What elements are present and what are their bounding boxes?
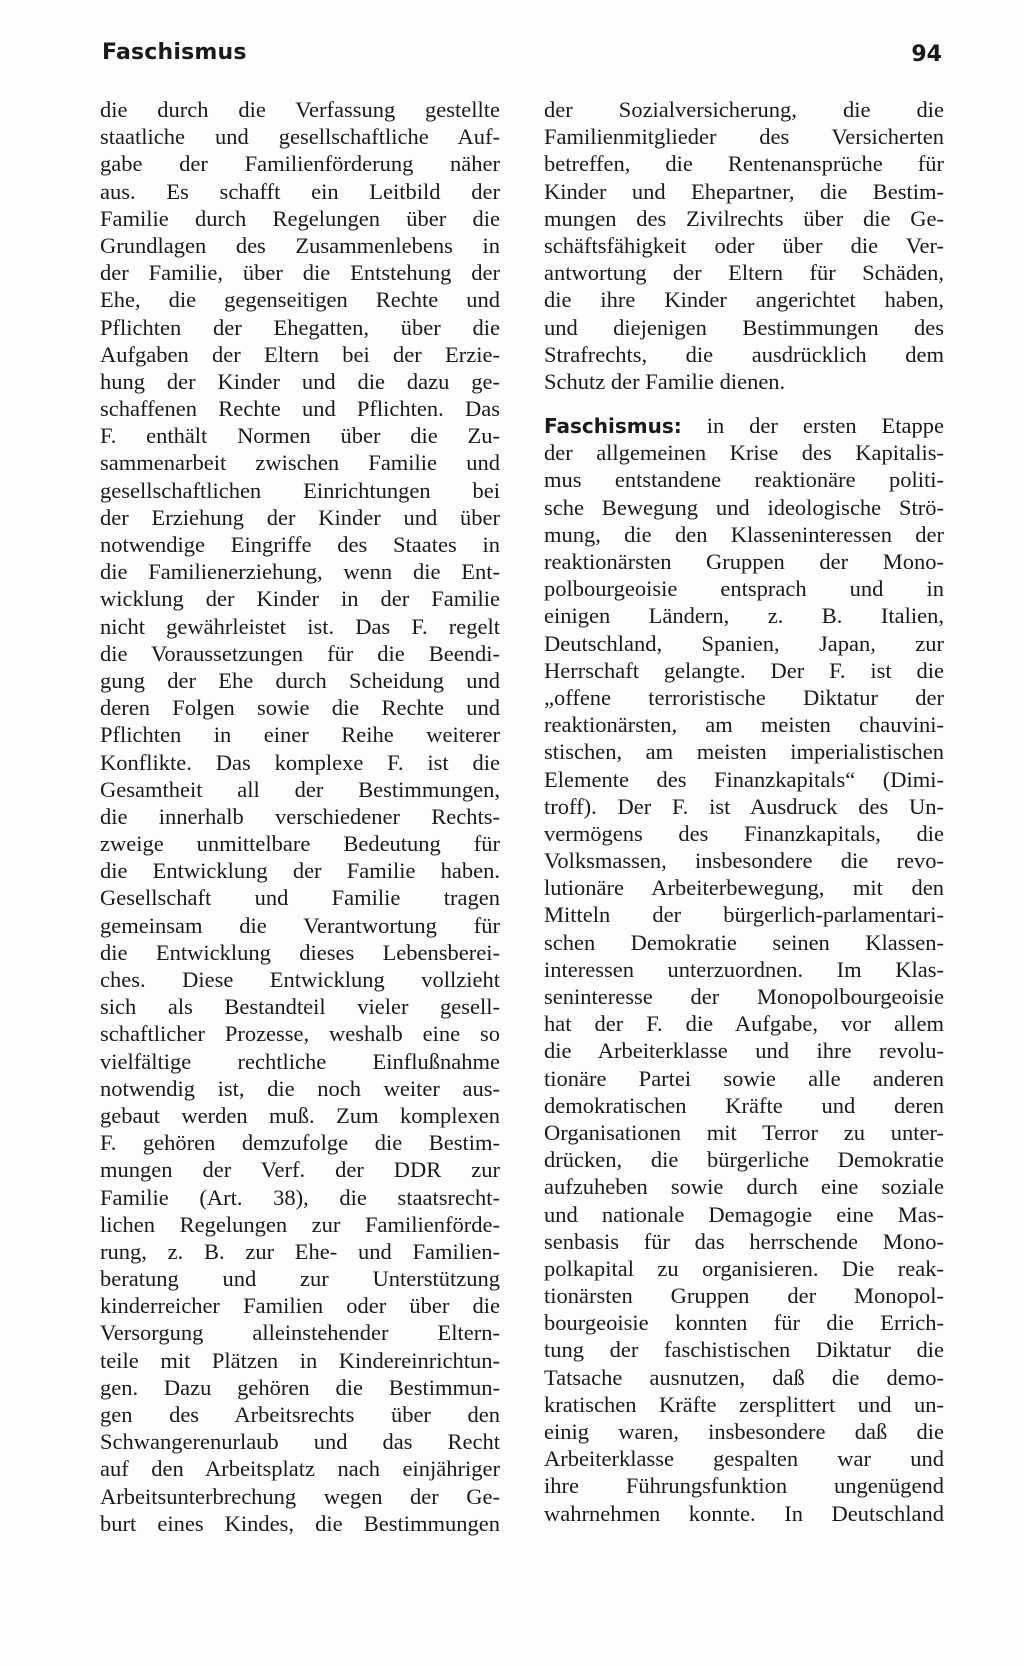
text-line: kinderreicher Familien oder über die [100,1293,500,1319]
text-line: gabe der Familienförderung näher [100,151,500,177]
text-line: seninteresse der Monopolbourgeoisie [544,984,944,1009]
running-head: Faschismus [102,40,247,65]
text-line: wicklung der Kinder in der Familie [100,586,500,612]
text-line: Ehe, die gegenseitigen Rechte und [100,287,500,313]
text-line: reaktionärsten Gruppen der Mono- [544,549,944,574]
text-line: der Sozialversicherung, die die [544,97,944,122]
text-line: lichen Regelungen zur Familienförde- [100,1211,500,1237]
text-line: der Familie, über die Entstehung der [100,260,500,286]
text-line: gen des Arbeitsrechts über den [100,1402,500,1427]
text-line: Mitteln der bürgerlich-parlamentari- [544,902,944,928]
text-line: die innerhalb verschiedener Rechts- [100,803,500,829]
text-line: einig waren, insbesondere daß die [544,1419,944,1444]
text-line: F. enthält Normen über die Zu- [100,423,500,449]
text-line: tung der faschistischen Diktatur die [544,1337,944,1363]
text-line: Pflichten der Ehegatten, über die [100,314,500,340]
text-line: interessen unterzuordnen. Im Klas- [544,956,944,982]
text-line: betreffen, die Rentenansprüche für [544,151,944,177]
text-line: Strafrechts, die ausdrücklich dem [544,341,944,367]
text-line: Aufgaben der Eltern bei der Erzie- [100,341,500,367]
text-line: mungen der Verf. der DDR zur [100,1157,500,1183]
text-line: die Voraussetzungen für die Beendi- [100,640,500,666]
text-line: schäftsfähigkeit oder über die Ver- [544,232,944,258]
text-line: einigen Ländern, z. B. Italien, [544,603,944,629]
text-line: Schwangerenurlaub und das Recht [100,1429,500,1455]
text-line: der Erziehung der Kinder und über [100,504,500,530]
text-line: Konflikte. Das komplexe F. ist die [100,749,500,775]
text-line: rung, z. B. zur Ehe- und Familien- [100,1238,500,1264]
text-line: vermögens des Finanzkapitals, die [544,820,944,846]
text-line: polkapital zu organisieren. Die reak- [544,1255,944,1281]
text-line: aufzuheben sowie durch eine soziale [544,1174,944,1200]
text-line: notwendig ist, die noch weiter aus- [100,1075,500,1101]
text-line: teile mit Plätzen in Kindereinrichtun- [100,1347,500,1373]
text-line: die Arbeiterklasse und ihre revolu- [544,1038,944,1064]
text-line: Grundlagen des Zusammenlebens in [100,232,500,258]
text-line: drücken, die bürgerliche Demokratie [544,1147,944,1173]
text-line: wahrnehmen konnte. In Deutschland [544,1500,944,1526]
text-line: Familienmitglieder des Versicherten [544,124,944,150]
text-line: notwendige Eingriffe des Staates in [100,532,500,557]
text-line: Kinder und Ehepartner, die Bestim- [544,178,944,204]
text-line: beratung und zur Unterstützung [100,1266,500,1292]
text-line: sich als Bestandteil vieler gesell- [100,994,500,1020]
text-line: sche Bewegung und ideologische Strö- [544,494,944,520]
text-line: nicht gewährleistet ist. Das F. regelt [100,613,500,639]
text-line: Organisationen mit Terror zu unter- [544,1119,944,1145]
text-line: lutionäre Arbeiterbewegung, mit den [544,875,944,901]
paragraph-gap [544,395,944,412]
text-line: Familie durch Regelungen über die [100,205,500,231]
text-line: staatliche und gesellschaftliche Auf- [100,124,500,150]
text-line: hung der Kinder und die dazu ge- [100,368,500,394]
page-number: 94 [911,42,942,67]
text-line: gung der Ehe durch Scheidung und [100,667,500,693]
text-line: der allgemeinen Krise des Kapitalis- [544,440,944,466]
text-line: die Entwicklung dieses Lebensberei- [100,939,500,965]
text-line: mung, die den Klasseninteressen der [544,521,944,547]
text-line: auf den Arbeitsplatz nach einjähriger [100,1456,500,1482]
text-line: mus entstandene reaktionäre politi- [544,467,944,493]
text-line: polbourgeoisie entsprach und in [544,576,944,602]
text-line: die ihre Kinder angerichtet haben, [544,287,944,313]
text-line: gebaut werden muß. Zum komplexen [100,1102,500,1128]
text-line: antwortung der Eltern für Schäden, [544,260,944,286]
text-line: sammenarbeit zwischen Familie und [100,450,500,476]
text-line: Arbeiterklasse gespalten war und [544,1446,944,1472]
text-line: burt eines Kindes, die Bestimmungen [100,1510,500,1536]
text-line: tionärsten Gruppen der Monopol- [544,1283,944,1309]
text-line: gen. Dazu gehören die Bestimmun- [100,1374,500,1400]
left-column [100,96,500,1537]
text-line: aus. Es schafft ein Leitbild der [100,178,500,204]
text-line: schaftlicher Prozesse, weshalb eine so [100,1021,500,1047]
text-line: ches. Diese Entwicklung vollzieht [100,967,500,992]
text-line: Tatsache ausnutzen, daß die demo- [544,1364,944,1390]
text-line: schaffenen Rechte und Pflichten. Das [100,396,500,422]
text-line: Familie (Art. 38), die staatsrecht- [100,1184,500,1210]
text-line: bourgeoisie konnten für die Errich- [544,1310,944,1336]
entry-first-line-text: in der ersten Etappe [706,413,945,439]
text-line: reaktionärsten, am meisten chauvini- [544,712,944,738]
text-line: kratischen Kräfte zersplittert und un- [544,1391,944,1417]
text-line: Arbeitsunterbrechung wegen der Ge- [100,1483,500,1509]
text-line: „offene terroristische Diktatur der [544,684,944,710]
text-line: Herrschaft gelangte. Der F. ist die [544,657,944,683]
text-line: F. gehören demzufolge die Bestim- [100,1130,500,1156]
text-line: demokratischen Kräfte und deren [544,1092,944,1118]
text-line: die durch die Verfassung gestellte [100,97,500,122]
text-line: mungen des Zivilrechts über die Ge- [544,205,944,231]
text-line: Volksmassen, insbesondere die revo- [544,848,944,874]
text-line: Gesamtheit all der Bestimmungen, [100,776,500,802]
text-line: Pflichten in einer Reihe weiterer [100,722,500,748]
text-line: deren Folgen sowie die Rechte und [100,695,500,721]
text-line: Deutschland, Spanien, Japan, zur [544,630,944,656]
text-line: tionäre Partei sowie alle anderen [544,1065,944,1091]
entry-first-line [544,412,944,439]
text-line: gesellschaftlichen Einrichtungen bei [100,477,500,503]
text-line: Gesellschaft und Familie tragen [100,885,500,911]
text-line: ihre Führungsfunktion ungenügend [544,1473,944,1499]
text-line: und diejenigen Bestimmungen des [544,314,944,340]
text-line: Schutz der Familie dienen. [544,368,786,394]
entry-headword: Faschismus: [544,414,682,439]
text-line: hat der F. die Aufgabe, vor allem [544,1011,944,1037]
text-line: vielfältige rechtliche Einflußnahme [100,1048,500,1074]
text-line: die Entwicklung der Familie haben. [100,858,500,884]
text-line: troff). Der F. ist Ausdruck des Un- [544,793,944,819]
text-line: und nationale Demagogie eine Mas- [544,1201,944,1227]
text-line: Elemente des Finanzkapitals“ (Dimi- [544,766,944,792]
right-column [544,96,944,1527]
text-line: schen Demokratie seinen Klassen- [544,929,944,955]
text-line: zweige unmittelbare Bedeutung für [100,831,500,857]
text-line: gemeinsam die Verantwortung für [100,912,500,938]
text-line: Versorgung alleinstehender Eltern- [100,1320,500,1346]
text-line: stischen, am meisten imperialistischen [544,739,944,765]
text-line: senbasis für das herrschende Mono- [544,1228,944,1254]
text-line: die Familienerziehung, wenn die Ent- [100,559,500,585]
